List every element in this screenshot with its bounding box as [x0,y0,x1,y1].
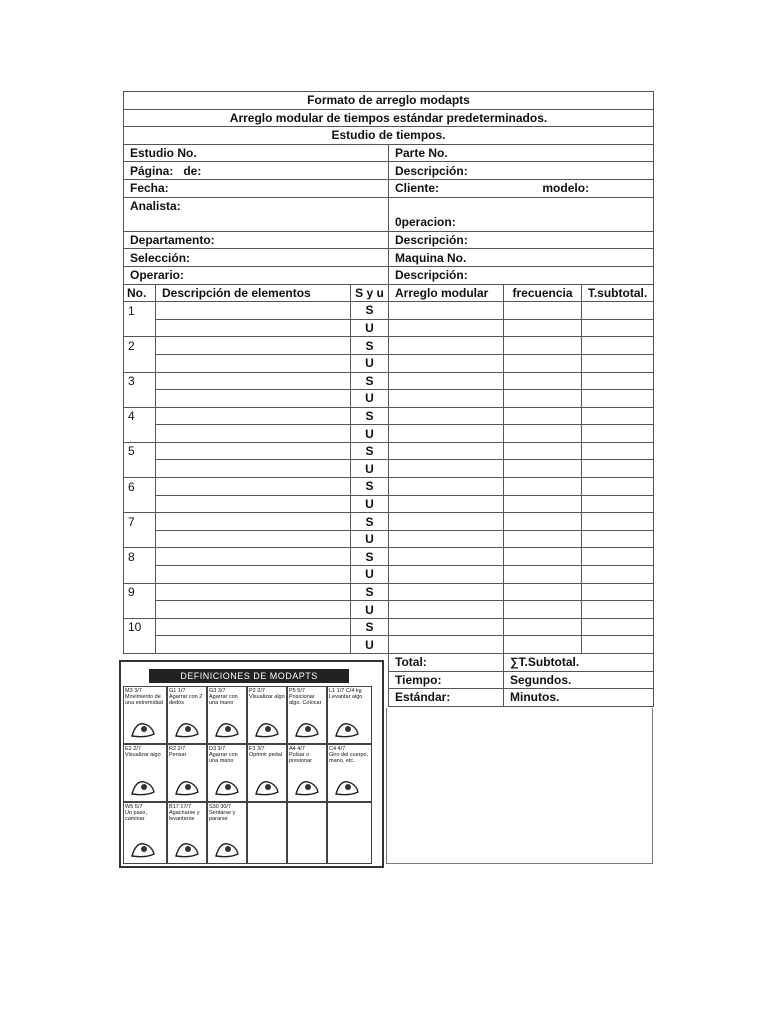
row-arreglo[interactable] [389,566,504,584]
definition-label: Pensar [169,752,187,758]
row-subtotal[interactable] [582,302,654,320]
row-syu: U [351,495,389,513]
definition-code: G1 1/7 [169,688,186,694]
row-frecuencia[interactable] [504,566,582,584]
row-number: 3 [124,372,156,390]
row-subtotal[interactable] [582,354,654,372]
definition-cell [247,686,287,744]
table-row [124,601,654,619]
definition-code: R2 2/7 [169,746,186,752]
row-arreglo[interactable] [389,618,504,636]
table-row [124,618,654,636]
row-number [124,460,156,478]
row-subtotal[interactable] [582,548,654,566]
row-frecuencia[interactable] [504,548,582,566]
definition-cell [327,686,372,744]
definition-cell [207,686,247,744]
row-syu: S [351,302,389,320]
row-syu: U [351,460,389,478]
row-subtotal[interactable] [582,636,654,654]
col-arreglo: Arreglo modular [389,284,504,302]
hand-figure-icon [212,836,242,860]
row-subtotal[interactable] [582,425,654,443]
field-descripcion2: Descripción: [389,231,654,249]
hand-figure-icon [212,774,242,798]
row-frecuencia[interactable] [504,460,582,478]
row-arreglo[interactable] [389,601,504,619]
col-no: No. [124,284,156,302]
col-subtotal: T.subtotal. [582,284,654,302]
definition-label: Levantar algo [329,694,363,700]
field-seleccion: Selección: [124,249,389,267]
row-frecuencia[interactable] [504,354,582,372]
row-arreglo[interactable] [389,478,504,496]
field-fecha: Fecha: [124,179,389,197]
row-frecuencia[interactable] [504,601,582,619]
row-arreglo[interactable] [389,390,504,408]
row-frecuencia[interactable] [504,425,582,443]
row-number: 2 [124,337,156,355]
modapts-form [123,91,654,707]
field-operacion: 0peracion: [389,214,654,231]
hand-figure-icon [128,774,158,798]
row-subtotal[interactable] [582,601,654,619]
hand-figure-icon [212,716,242,740]
table-row [124,566,654,584]
definition-code: E2 2/7 [125,746,141,752]
row-number: 5 [124,442,156,460]
form-title: Formato de arreglo modapts [124,92,654,110]
table-row [124,460,654,478]
table-row [124,407,654,425]
row-arreglo[interactable] [389,495,504,513]
definition-cell [167,744,207,802]
table-row [124,513,654,531]
row-description[interactable] [156,319,351,337]
definition-cell [247,744,287,802]
row-subtotal[interactable] [582,513,654,531]
field-estudio: Estudio No. [124,144,389,162]
row-subtotal[interactable] [582,478,654,496]
row-arreglo[interactable] [389,548,504,566]
sum-subtotal-label: ∑T.Subtotal. [504,654,654,672]
table-row [124,337,654,355]
row-frecuencia[interactable] [504,337,582,355]
row-description[interactable] [156,478,351,496]
row-frecuencia[interactable] [504,636,582,654]
definition-label: Agacharse y levantarse [169,810,200,822]
hand-figure-icon [292,716,322,740]
hand-figure-icon [172,836,202,860]
definition-cell [287,744,327,802]
row-arreglo[interactable] [389,513,504,531]
row-arreglo[interactable] [389,460,504,478]
row-frecuencia[interactable] [504,407,582,425]
definition-label: Visualizar algo [125,752,161,758]
row-description[interactable] [156,636,351,654]
definition-cell [167,802,207,864]
row-frecuencia[interactable] [504,390,582,408]
field-blank [389,197,654,214]
col-syu: S y u [351,284,389,302]
row-number [124,425,156,443]
row-number [124,566,156,584]
segundos-label: Segundos. [504,671,654,689]
field-descripcion1: Descripción: [389,162,654,180]
definitions-title: DEFINICIONES DE MODAPTS [149,669,349,683]
blank-area [386,708,653,864]
definition-code: B17 17/7 [169,804,192,810]
definition-code: F3 3/7 [249,746,265,752]
table-row [124,636,654,654]
hand-figure-icon [172,716,202,740]
hand-figure-icon [292,774,322,798]
row-description[interactable] [156,566,351,584]
row-subtotal[interactable] [582,407,654,425]
table-row [124,390,654,408]
definition-code: L1 1/7 C/4 kg [329,688,362,694]
field-parte: Parte No. [389,144,654,162]
row-frecuencia[interactable] [504,302,582,320]
field-departamento: Departamento: [124,231,389,249]
row-description[interactable] [156,530,351,548]
field-descripcion3: Descripción: [389,266,654,284]
definition-label: Un paso, caminar [125,810,148,822]
table-row [124,302,654,320]
row-number [124,636,156,654]
minutos-label: Minutos. [504,689,654,707]
row-frecuencia[interactable] [504,618,582,636]
table-row [124,319,654,337]
field-cliente-row [389,179,654,197]
definition-cell [123,744,167,802]
row-syu: S [351,583,389,601]
row-arreglo[interactable] [389,530,504,548]
row-description[interactable] [156,583,351,601]
row-syu: S [351,618,389,636]
row-subtotal[interactable] [582,460,654,478]
table-row [124,548,654,566]
row-number [124,319,156,337]
row-frecuencia[interactable] [504,319,582,337]
total-label: Total: [389,654,504,672]
row-description[interactable] [156,372,351,390]
col-frecuencia: frecuencia [504,284,582,302]
row-description[interactable] [156,354,351,372]
definition-label: Movimiento de una extremidad [125,694,163,706]
row-frecuencia[interactable] [504,478,582,496]
definition-cell-empty [247,802,287,864]
definition-label: Pulsar o presionar [289,752,312,764]
row-arreglo[interactable] [389,319,504,337]
row-number: 6 [124,478,156,496]
definition-label: Agarrar con una mano [209,694,238,706]
row-description[interactable] [156,337,351,355]
hand-figure-icon [332,716,362,740]
row-arreglo[interactable] [389,337,504,355]
row-subtotal[interactable] [582,390,654,408]
definition-code: D3 3/7 [209,746,226,752]
definition-label: Posicionar algo. Colocar [289,694,322,706]
row-arreglo[interactable] [389,583,504,601]
row-syu: S [351,478,389,496]
row-number [124,530,156,548]
row-frecuencia[interactable] [504,442,582,460]
definition-label: Oprimir pedal [249,752,283,758]
definition-code: A4 4/7 [289,746,305,752]
modapts-definitions-chart [119,660,384,868]
row-subtotal[interactable] [582,495,654,513]
row-number: 4 [124,407,156,425]
row-arreglo[interactable] [389,302,504,320]
definition-cell [123,686,167,744]
definition-cell [167,686,207,744]
row-number: 8 [124,548,156,566]
row-syu: U [351,390,389,408]
row-syu: S [351,372,389,390]
col-descripcion: Descripción de elementos [156,284,351,302]
table-row [124,478,654,496]
row-description[interactable] [156,618,351,636]
row-subtotal[interactable] [582,337,654,355]
row-description[interactable] [156,513,351,531]
row-description[interactable] [156,425,351,443]
row-arreglo[interactable] [389,636,504,654]
table-row [124,495,654,513]
field-cliente: Cliente: [395,181,440,196]
definition-code: G3 3/7 [209,688,226,694]
row-syu: S [351,442,389,460]
definition-cell [207,744,247,802]
hand-figure-icon [252,716,282,740]
table-row [124,354,654,372]
row-syu: U [351,530,389,548]
row-frecuencia[interactable] [504,513,582,531]
row-subtotal[interactable] [582,583,654,601]
row-frecuencia[interactable] [504,530,582,548]
estandar-label: Estándar: [389,689,504,707]
definition-code: M3 3/7 [125,688,142,694]
row-arreglo[interactable] [389,354,504,372]
row-number: 9 [124,583,156,601]
table-row [124,425,654,443]
table-row [124,372,654,390]
row-frecuencia[interactable] [504,495,582,513]
field-operario: Operario: [124,266,389,284]
row-number [124,390,156,408]
definition-code: P5 5/7 [289,688,305,694]
row-subtotal[interactable] [582,566,654,584]
row-syu: S [351,548,389,566]
hand-figure-icon [128,716,158,740]
row-frecuencia[interactable] [504,583,582,601]
definition-cell [287,686,327,744]
row-syu: U [351,425,389,443]
definition-label: Giro del cuerpo, mano, etc. [329,752,369,764]
definition-cell [327,744,372,802]
row-description[interactable] [156,302,351,320]
row-subtotal[interactable] [582,530,654,548]
row-number [124,354,156,372]
table-row [124,530,654,548]
row-number [124,601,156,619]
row-subtotal[interactable] [582,442,654,460]
row-description[interactable] [156,390,351,408]
row-syu: U [351,354,389,372]
hand-figure-icon [128,836,158,860]
row-number: 1 [124,302,156,320]
row-syu: S [351,513,389,531]
row-frecuencia[interactable] [504,372,582,390]
row-number: 10 [124,618,156,636]
definition-label: Agarrar con una mano [209,752,238,764]
hand-figure-icon [172,774,202,798]
row-syu: S [351,407,389,425]
row-subtotal[interactable] [582,618,654,636]
row-syu: U [351,566,389,584]
definition-label: Sentarse y pararse [209,810,236,822]
definition-label: Agarrar con 2 dedos [169,694,203,706]
definition-code: C4 4/7 [329,746,346,752]
hand-figure-icon [252,774,282,798]
form-subtitle2: Estudio de tiempos. [124,127,654,145]
table-row [124,442,654,460]
row-syu: S [351,337,389,355]
row-number: 7 [124,513,156,531]
definition-cell-empty [287,802,327,864]
field-maquina: Maquina No. [389,249,654,267]
row-description[interactable] [156,442,351,460]
definition-cell-empty [327,802,372,864]
field-analista-label: Analista: [130,198,181,213]
table-row [124,583,654,601]
definition-code: W5 5/7 [125,804,143,810]
row-subtotal[interactable] [582,372,654,390]
row-description[interactable] [156,548,351,566]
row-description[interactable] [156,495,351,513]
field-modelo: modelo: [542,181,590,196]
row-description[interactable] [156,460,351,478]
field-pagina: Página: de: [124,162,389,180]
row-subtotal[interactable] [582,319,654,337]
row-description[interactable] [156,601,351,619]
row-arreglo[interactable] [389,372,504,390]
definition-label: Visualizar algo [249,694,285,700]
definition-code: P2 2/7 [249,688,265,694]
row-number [124,495,156,513]
row-syu: U [351,319,389,337]
row-description[interactable] [156,407,351,425]
tiempo-label: Tiempo: [389,671,504,689]
row-arreglo[interactable] [389,407,504,425]
column-headers [124,284,654,302]
definition-code: S30 30/7 [209,804,232,810]
field-analista [124,197,389,231]
element-rows [124,302,654,654]
form-subtitle: Arreglo modular de tiempos estándar predeterminados. [124,109,654,127]
row-arreglo[interactable] [389,442,504,460]
row-syu: U [351,636,389,654]
row-arreglo[interactable] [389,425,504,443]
hand-figure-icon [332,774,362,798]
definition-cell [123,802,167,864]
row-syu: U [351,601,389,619]
definition-cell [207,802,247,864]
